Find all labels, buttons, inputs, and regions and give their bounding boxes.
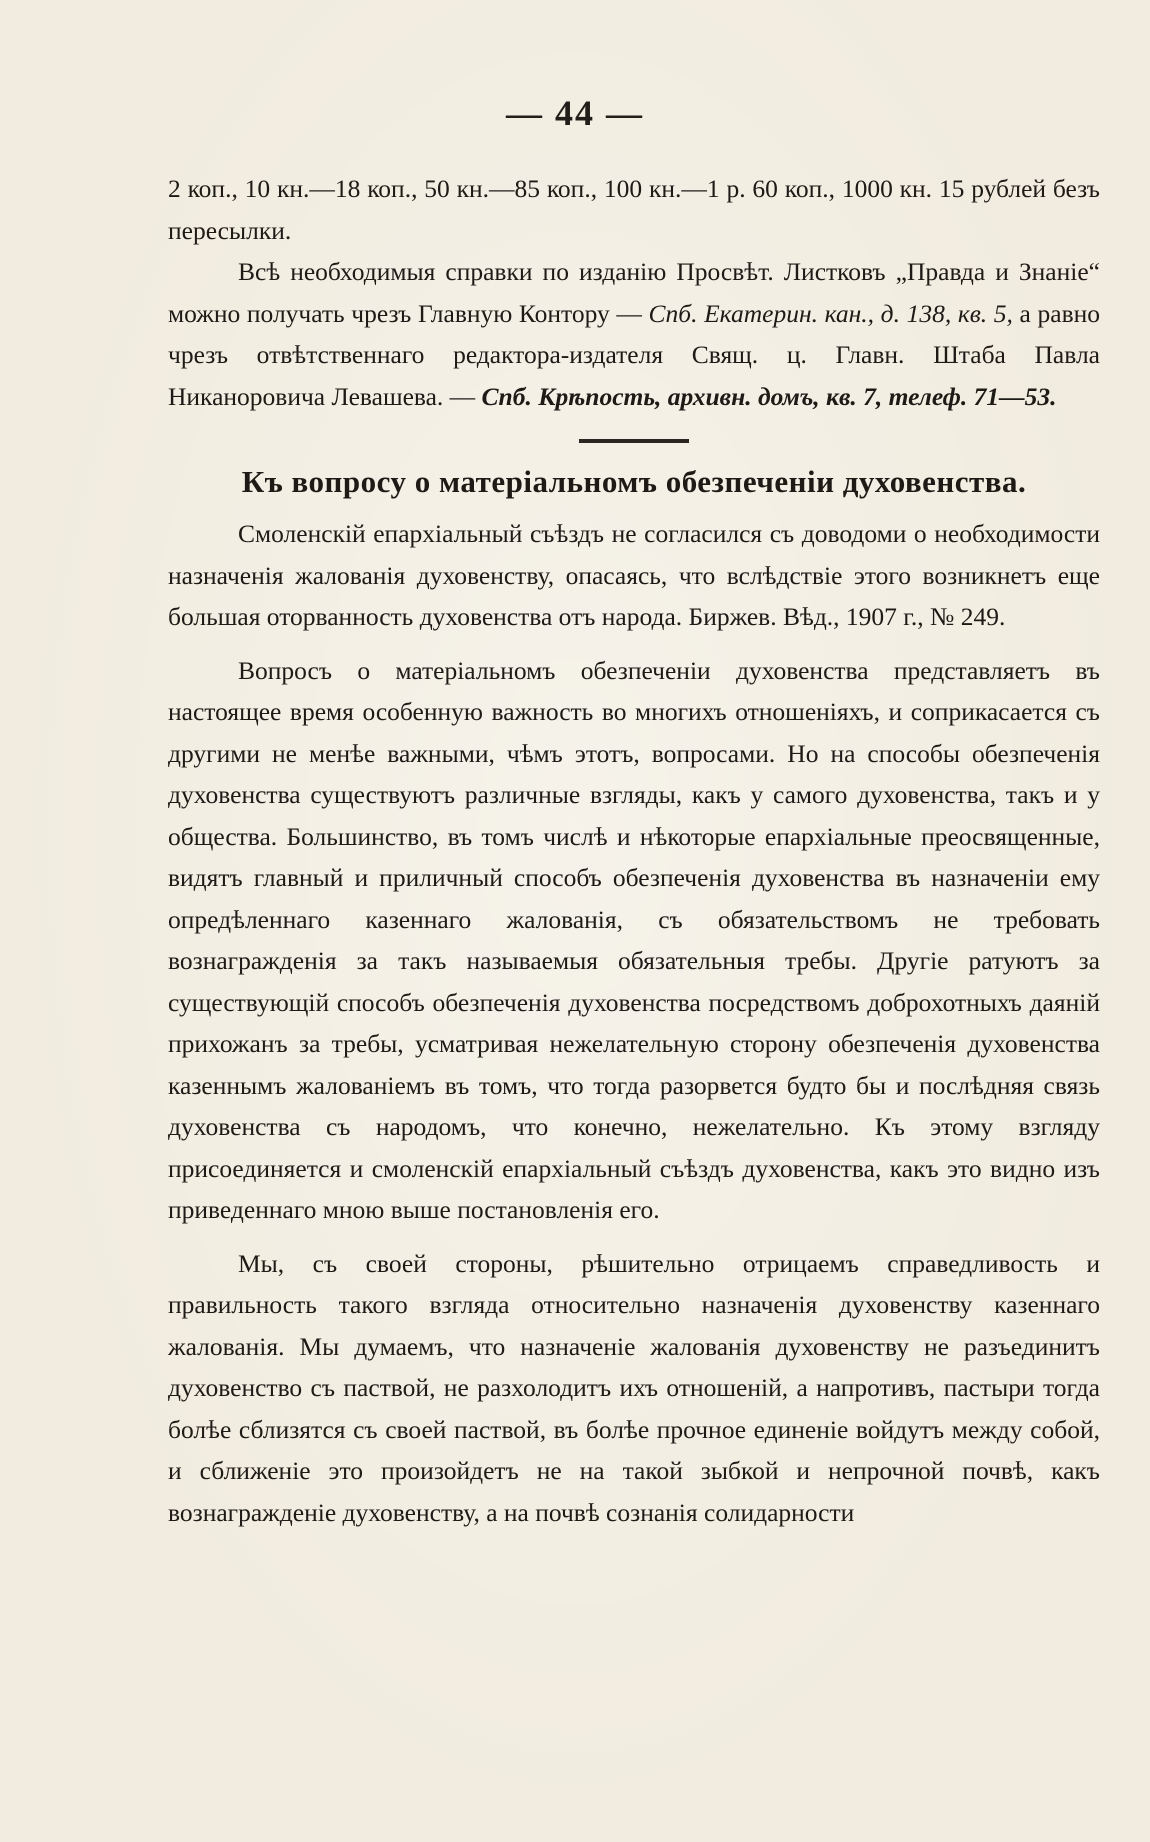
publication-notice — [168, 168, 1100, 417]
article-title: Къ вопросу о матеріальномъ обезпеченіи духовенства. — [241, 464, 1027, 499]
office-address: Спб. Екатерин. кан., д. 138, кв. 5, — [648, 298, 1013, 328]
contact-paragraph — [168, 251, 1100, 417]
editor-address: Спб. Крѣпость, архивн. домъ, кв. 7, телеф. 71—53. — [481, 381, 1057, 411]
page-content — [168, 168, 1100, 1533]
article-paragraph-1: Смоленскій епархіальный съѣздъ не согласился съ доводоми о необходимости назначенія жалованія духовенству, опасаясь, что вслѣдствіе этого возникнетъ еще большая оторванность духовенства отъ народа. Биржев. Вѣд., 1907 г., № 249. — [168, 519, 1100, 631]
article-paragraph-3: Мы, съ своей стороны, рѣшительно отрицаемъ справедливость и правильность такого взгляда относительно назначенія духовенству казеннаго жалованія. Мы думаемъ, что назначеніе жалованія духовенству не разъединитъ духовенство съ паствой, не разхолодитъ ихъ отношеній, а напротивъ, пастыри тогда болѣе сблизятся съ своей паствой, въ болѣе прочное единеніе войдутъ между собой, и сближеніе это произойдетъ не на такой зыбкой и непрочной почвѣ, какъ вознагражденіе духовенству, а на почвѣ сознанія солидарности — [168, 1248, 1100, 1527]
article-paragraph-2: Вопросъ о матеріальномъ обезпеченіи духовенства представляетъ въ настоящее время особенную важность во многихъ отношеніяхъ, и соприкасается съ другими не менѣе важными, чѣмъ этотъ, вопросами. Но на способы обезпеченія духовенства существуютъ различные взгляды, какъ у самого духовенства, такъ и у общества. Большинство, въ томъ числѣ и нѣкоторые епархіальные преосвященные, видятъ главный и приличный способъ обезпеченія духовенства въ назначеніи ему опредѣленнаго казеннаго жалованія, съ обязательствомъ не требовать вознагражденія за такъ называемыя обязательныя требы. Другіе ратуютъ за существующій способъ обезпеченія духовенства посредствомъ доброхотныхъ даяній прихожанъ за требы, усматривая нежелательную сторону обезпеченія духовенства казеннымъ жалованіемъ въ томъ, что тогда разорвется будто бы и послѣдняя связь духовенства съ народомъ, что конечно, нежелательно. Къ этому взгляду присоединяется и смоленскій епархіальный съѣздъ духовенства, какъ это видно изъ приведеннаго мною выше постановленія его. — [168, 655, 1100, 1224]
price-line: 2 коп., 10 кн.—18 коп., 50 кн.—85 коп., 100 кн.—1 р. 60 коп., 1000 кн. 15 рублей безъ пересылки. — [168, 174, 1100, 245]
section-divider — [579, 439, 689, 443]
contact-text-1: Всѣ необходимыя справки по изданію Просвѣт. Листковъ „Правда и Знаніе“ можно получать чрезъ Главную Контору — — [168, 257, 1100, 328]
contact-text-2: а равно чрезъ отвѣтственнаго редактора-издателя Свящ. ц. Главн. Штаба Павла Никаноровича Левашева. — — [168, 298, 1101, 411]
page-number: — 44 — — [506, 93, 644, 133]
